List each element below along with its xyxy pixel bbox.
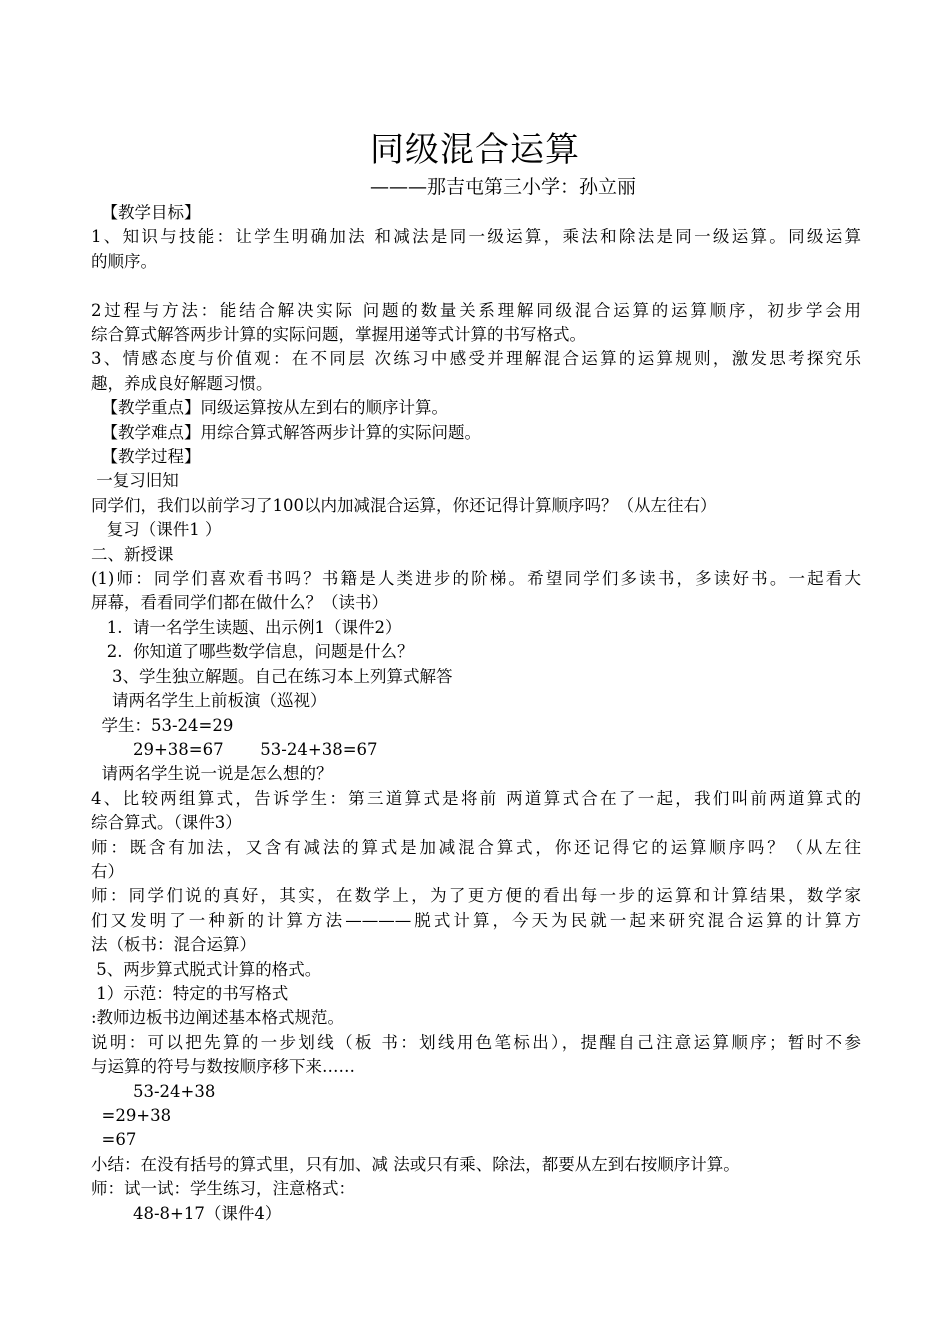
paragraph-line: 学生：53-24=29 bbox=[91, 715, 234, 735]
paragraph-line: 53-24+38 bbox=[91, 1081, 216, 1101]
paragraph-line: 师：同学们说的真好，其实，在数学上，为了更方便的看出每一步的运算和计算结果，数学家 bbox=[91, 886, 861, 906]
paragraph-line: 2. 你知道了哪些数学信息，问题是什么？ bbox=[91, 642, 414, 662]
paragraph-line: 【教学重点】同级运算按从左到右的顺序计算。 bbox=[91, 398, 448, 418]
paragraph-line: 小结：在没有括号的算式里，只有加、减 法或只有乘、除法，都要从左到右按顺序计算。 bbox=[91, 1154, 740, 1174]
paragraph-line: 3、情感态度与价值观：在不同层 次练习中感受并理解混合运算的运算规则，激发思考探究乐 bbox=[91, 349, 861, 369]
paragraph-line: 的顺序。 bbox=[91, 251, 157, 271]
paragraph-line: (1)师：同学们喜欢看书吗？书籍是人类进步的阶梯。希望同学们多读书，多读好书。一起看大 bbox=[91, 569, 861, 589]
paragraph-line: 5、两步算式脱式计算的格式。 bbox=[91, 959, 322, 979]
paragraph-line: :教师边板书边阐述基本格式规范。 bbox=[91, 1008, 345, 1028]
paragraph-line: 【教学难点】用综合算式解答两步计算的实际问题。 bbox=[91, 422, 481, 442]
document-body bbox=[91, 201, 861, 1226]
paragraph-line: 1、知识与技能：让学生明确加法 和减法是同一级运算，乘法和除法是同一级运算。同级运算 bbox=[91, 227, 861, 247]
paragraph-line: =29+38 bbox=[91, 1106, 172, 1126]
paragraph-line: 综合算式。（课件3） bbox=[91, 813, 242, 833]
paragraph-line: 同学们，我们以前学习了100以内加减混合运算，你还记得计算顺序吗？（从左往右） bbox=[91, 495, 717, 515]
paragraph-line: 复习（课件1 ） bbox=[91, 520, 222, 540]
paragraph-line: 综合算式解答两步计算的实际问题，掌握用递等式计算的书写格式。 bbox=[91, 325, 586, 345]
paragraph-line: 师：既含有加法，又含有减法的算式是加减混合算式，你还记得它的运算顺序吗？（从左往 bbox=[91, 837, 861, 857]
paragraph-line: 右） bbox=[91, 861, 124, 881]
paragraph-line: 1）示范：特定的书写格式 bbox=[91, 983, 289, 1003]
paragraph-line: 法（板书：混合运算） bbox=[91, 935, 256, 955]
paragraph-line: 3、学生独立解题。自己在练习本上列算式解答 bbox=[91, 666, 453, 686]
paragraph-line: 【教学过程】 bbox=[91, 447, 201, 467]
paragraph-line: 与运算的符号与数按顺序移下来…… bbox=[91, 1057, 355, 1077]
paragraph-line: 一复习旧知 bbox=[91, 471, 179, 491]
paragraph-line: 们又发明了一种新的计算方法————脱式计算，今天为民就一起来研究混合运算的计算方 bbox=[91, 910, 861, 930]
paragraph-line: 2过程与方法：能结合解决实际 问题的数量关系理解同级混合运算的运算顺序，初步学会用 bbox=[91, 300, 861, 320]
blank-line bbox=[91, 274, 861, 298]
paragraph-line: 屏幕，看看同学们都在做什么？（读书） bbox=[91, 593, 388, 613]
paragraph-line: 趣，养成良好解题习惯。 bbox=[91, 373, 273, 393]
paragraph-line: 4、比较两组算式，告诉学生：第三道算式是将前 两道算式合在了一起，我们叫前两道算式的 bbox=[91, 788, 861, 808]
document-title: 同级混合运算 bbox=[370, 130, 580, 170]
paragraph-line: 1. 请一名学生读题、出示例1（课件2） bbox=[91, 617, 402, 637]
paragraph-line: 48-8+17（课件4） bbox=[91, 1203, 282, 1223]
paragraph-line: 师：试一试：学生练习，注意格式： bbox=[91, 1179, 355, 1199]
paragraph-line: 请两名学生说一说是怎么想的？ bbox=[91, 764, 333, 784]
paragraph-line: =67 bbox=[91, 1130, 137, 1150]
paragraph-line: 说明：可以把先算的一步划线（板 书：划线用色笔标出），提醒自己注意运算顺序；暂时不参 bbox=[91, 1032, 861, 1052]
paragraph-line: 二、新授课 bbox=[91, 544, 174, 564]
paragraph-line: 29+38=67 53-24+38=67 bbox=[91, 739, 378, 759]
paragraph-line: 【教学目标】 bbox=[91, 203, 201, 222]
paragraph-line: 请两名学生上前板演（巡视） bbox=[91, 691, 327, 711]
document-subtitle: ———那吉屯第三小学：孙立丽 bbox=[370, 176, 637, 198]
